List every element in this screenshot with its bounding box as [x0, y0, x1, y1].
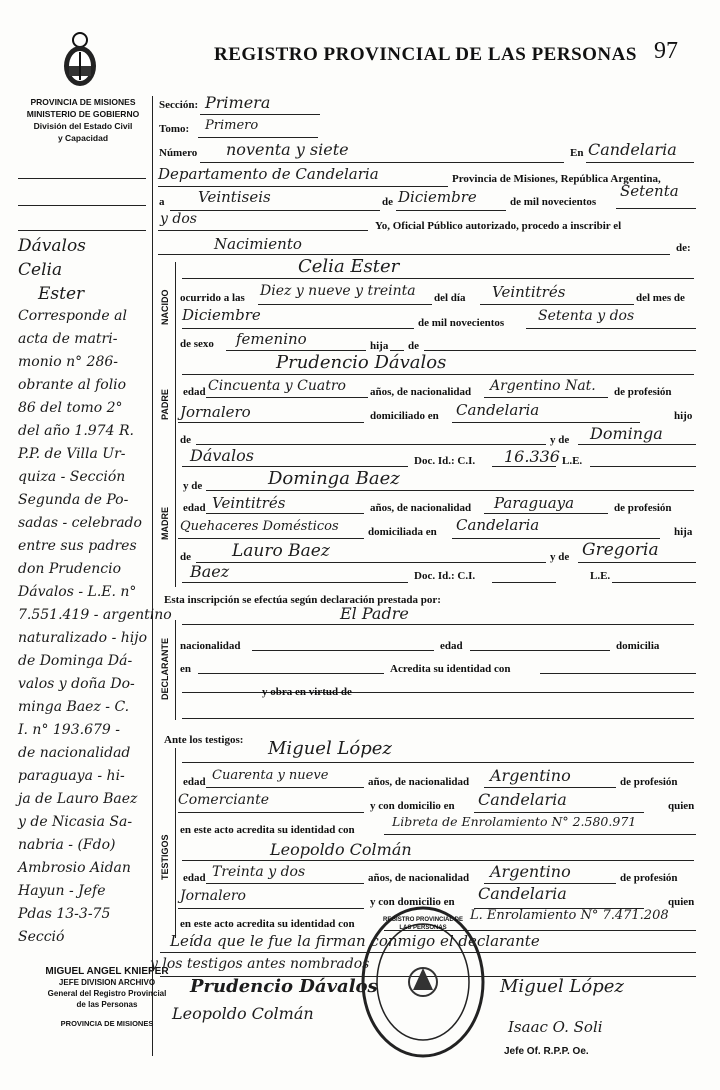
label: y de — [550, 551, 570, 563]
label: en — [180, 663, 191, 675]
label: a — [159, 196, 165, 208]
padre-nac-value: Argentino Nat. — [490, 378, 596, 394]
margin-line: de nacionalidad — [18, 745, 131, 761]
label: y de — [550, 434, 570, 446]
margin-line: 86 del tomo 2° — [18, 400, 123, 416]
stamp-dept: de las Personas — [76, 1000, 138, 1009]
testigo1-doc-value: Libreta de Enrolamiento N° 2.580.971 — [392, 814, 637, 829]
margin-line: acta de matri- — [18, 331, 118, 347]
label: edad — [183, 386, 206, 398]
oficial-signature-caption: Jefe Of. R.P.P. Oe. — [504, 1046, 589, 1057]
cierre-line2: y los testigos antes nombrados — [150, 956, 370, 972]
margin-line: minga Baez - C. — [18, 699, 130, 715]
label: L.E. — [562, 455, 583, 467]
madre-nac-value: Paraguaya — [494, 494, 575, 512]
departamento-value: Departamento de Candelaria — [158, 165, 379, 183]
margin-line: monio n° 286- — [18, 354, 118, 370]
margin-line: nabria - (Fdo) — [18, 837, 116, 853]
testigo2-edad-value: Treinta y dos — [212, 864, 306, 880]
testigo1-nac-value: Argentino — [490, 766, 571, 785]
seccion-value: Primera — [205, 93, 271, 112]
margin-line: Segunda de Po- — [18, 492, 129, 508]
label: y con domicilio en — [370, 800, 455, 812]
margin-line: obrante al folio — [18, 377, 127, 393]
label: años, de nacionalidad — [368, 872, 470, 884]
hora-value: Diez y nueve y treinta — [260, 283, 416, 299]
coat-of-arms-icon — [58, 30, 102, 90]
label: edad — [440, 640, 463, 652]
padre-madre-value: Dominga — [590, 424, 663, 443]
label: ocurrido a las — [180, 292, 245, 304]
label: domiciliado en — [370, 410, 439, 422]
margin-line: naturalizado - hijo — [18, 630, 148, 646]
label: quien — [668, 800, 695, 812]
madre-dom-value: Candelaria — [456, 516, 540, 534]
margin-line: quiza - Sección — [18, 469, 126, 485]
label: Ante los testigos: — [164, 734, 244, 746]
madre-apellido-value: Baez — [190, 562, 230, 581]
label: años, de nacionalidad — [370, 386, 472, 398]
page-number: 97 — [654, 38, 678, 64]
seal-text: REGISTRO PROVINCIAL DE LAS PERSONAS — [383, 917, 463, 931]
org-line: División del Estado Civil — [33, 121, 133, 131]
label: domiciliada en — [368, 526, 437, 538]
mes-nac-value: Diciembre — [182, 306, 261, 324]
label: hijo — [674, 410, 693, 422]
label: de: — [676, 242, 691, 254]
testigo1-edad-value: Cuarenta y nueve — [212, 768, 329, 783]
margin-line: Secció — [18, 929, 65, 945]
label: hija — [674, 526, 693, 538]
margin-line: ja de Lauro Baez — [18, 791, 138, 807]
label: de — [180, 434, 191, 446]
org-line: y Capacidad — [57, 133, 109, 143]
label: Doc. Id.: C.I. — [414, 455, 476, 467]
section-label-testigos: TESTIGOS — [160, 834, 170, 880]
label: de profesión — [620, 776, 678, 788]
label: años, de nacionalidad — [370, 502, 472, 514]
firma-oficial: Isaac O. Soli — [508, 1018, 603, 1036]
madre-edad-value: Veintitrés — [212, 494, 286, 512]
testigo2-dom-value: Candelaria — [478, 884, 567, 903]
madre-nombre-value: Dominga Baez — [268, 468, 400, 489]
testigo2-doc-value: L. Enrolamiento N° 7.471.208 — [470, 908, 669, 923]
acto-value: Nacimiento — [214, 235, 302, 253]
testigo1-dom-value: Candelaria — [478, 790, 567, 809]
margin-line: del año 1.974 R. — [18, 423, 134, 439]
margin-line: don Prudencio — [18, 561, 121, 577]
padre-dom-value: Candelaria — [456, 401, 540, 419]
official-seal — [358, 902, 488, 1062]
declarante-value: El Padre — [340, 604, 409, 623]
firma-jefe: Miguel López — [500, 976, 624, 997]
label: de — [180, 551, 191, 563]
org-line: PROVINCIA DE MISIONES — [30, 97, 136, 107]
testigo1-nombre-value: Miguel López — [268, 738, 392, 759]
dia-nac-value: Veintitrés — [492, 283, 566, 301]
margin-line: entre sus padres — [18, 538, 137, 554]
label: Yo, Oficial Público autorizado, procedo a inscribir el — [375, 220, 622, 232]
margin-line: valos y doña Do- — [18, 676, 135, 692]
label: y obra en virtud de — [262, 686, 352, 698]
margin-line: Ester — [38, 284, 85, 304]
anio-nac-value: Setenta y dos — [538, 308, 635, 324]
label: Acredita su identidad con — [390, 663, 511, 675]
label: Número — [159, 147, 198, 159]
testigo2-prof-value: Jornalero — [180, 888, 246, 904]
label: de profesión — [614, 386, 672, 398]
label: edad — [183, 502, 206, 514]
margin-line: P.P. de Villa Ur- — [18, 446, 126, 462]
margin-line: Hayun - Jefe — [18, 883, 106, 899]
firma-padre: Prudencio Dávalos — [190, 976, 378, 997]
numero-value: noventa y siete — [226, 140, 349, 159]
label: Esta inscripción se efectúa según declaración prestada por: — [164, 594, 441, 606]
label: de profesión — [620, 872, 678, 884]
margin-line: paraguaya - hi- — [18, 768, 125, 784]
margin-line: Pdas 13-3-75 — [18, 906, 111, 922]
label: Tomo: — [159, 123, 190, 135]
padre-nombre-value: Prudencio Dávalos — [276, 352, 447, 373]
dia-value: Veintiseis — [198, 188, 271, 206]
section-label-declarante: DECLARANTE — [160, 638, 170, 700]
margin-line: I. n° 193.679 - — [18, 722, 120, 738]
margin-line: sadas - celebrado — [18, 515, 142, 531]
label: de sexo — [180, 338, 214, 350]
cierre-line1: Leída que le fue la firman conmigo el declarante — [170, 932, 540, 950]
label: edad — [183, 776, 206, 788]
stamp-prov: PROVINCIA DE MISIONES — [60, 1019, 154, 1028]
testigo2-nac-value: Argentino — [490, 862, 571, 881]
nombre-value: Celia Ester — [298, 256, 400, 277]
label: de mil novecientos — [418, 317, 505, 329]
sexo-value: femenino — [236, 330, 307, 348]
margin-line: y de Nicasia Sa- — [18, 814, 133, 830]
section-label-nacido: NACIDO — [160, 289, 170, 325]
label: edad — [183, 872, 206, 884]
label: del mes de — [636, 292, 685, 304]
padre-edad-value: Cincuenta y Cuatro — [208, 378, 346, 394]
label: nacionalidad — [180, 640, 241, 652]
label: Sección: — [159, 99, 199, 111]
padre-prof-value: Jornalero — [180, 403, 251, 421]
en-value: Candelaria — [588, 140, 677, 159]
org-line: MINISTERIO DE GOBIERNO — [26, 109, 140, 119]
padre-ci-value: 16.336 — [504, 447, 560, 466]
label: años, de nacionalidad — [368, 776, 470, 788]
margin-line: Corresponde al — [18, 308, 127, 324]
label: en este acto acredita su identidad con — [180, 824, 355, 836]
mes-value: Diciembre — [398, 188, 477, 206]
madre-prof-value: Quehaceres Domésticos — [180, 519, 339, 534]
label: L.E. — [590, 570, 611, 582]
org-block — [18, 96, 148, 144]
label: hija — [370, 340, 389, 352]
stamp-role: JEFE DIVISION ARCHIVO — [58, 978, 156, 987]
label: En — [570, 147, 584, 159]
label: Doc. Id.: C.I. — [414, 570, 476, 582]
coat-of-arms-logo — [58, 30, 102, 90]
margin-line: Dávalos — [18, 236, 86, 256]
label: domicilia — [616, 640, 660, 652]
stamp-name: MIGUEL ANGEL KNIEPER — [45, 966, 169, 977]
label: de — [408, 340, 419, 352]
label: quien — [668, 896, 695, 908]
madre-madre-value: Gregoria — [582, 540, 659, 560]
page-title: REGISTRO PROVINCIAL DE LAS PERSONAS — [214, 44, 637, 65]
label: de mil novecientos — [510, 196, 597, 208]
margin-line: Ambrosio Aidan — [18, 860, 131, 876]
testigo1-prof-value: Comerciante — [178, 792, 269, 808]
section-label-padre: PADRE — [160, 389, 170, 420]
margin-line: Celia — [18, 260, 63, 280]
section-label-madre: MADRE — [160, 507, 170, 540]
madre-padre-value: Lauro Baez — [232, 541, 330, 561]
margin-line: 7.551.419 - argentino — [18, 607, 172, 623]
firma-testigo: Leopoldo Colmán — [172, 1004, 314, 1023]
label: del día — [434, 292, 466, 304]
label: de — [382, 196, 393, 208]
label: y con domicilio en — [370, 896, 455, 908]
label: y de — [183, 480, 203, 492]
label: en este acto acredita su identidad con — [180, 918, 355, 930]
margin-line: de Dominga Dá- — [18, 653, 133, 669]
tomo-value: Primero — [205, 118, 259, 133]
testigo2-nombre-value: Leopoldo Colmán — [270, 840, 412, 859]
anio-value: Setenta — [620, 182, 679, 200]
label: de profesión — [614, 502, 672, 514]
stamp-dept: General del Registro Provincial — [47, 989, 167, 998]
margin-line: Dávalos - L.E. n° — [18, 584, 137, 600]
padre-apellido-value: Dávalos — [190, 446, 254, 465]
label: Provincia de Misiones, República Argentina, — [452, 173, 661, 185]
anio2-value: y dos — [160, 211, 197, 227]
